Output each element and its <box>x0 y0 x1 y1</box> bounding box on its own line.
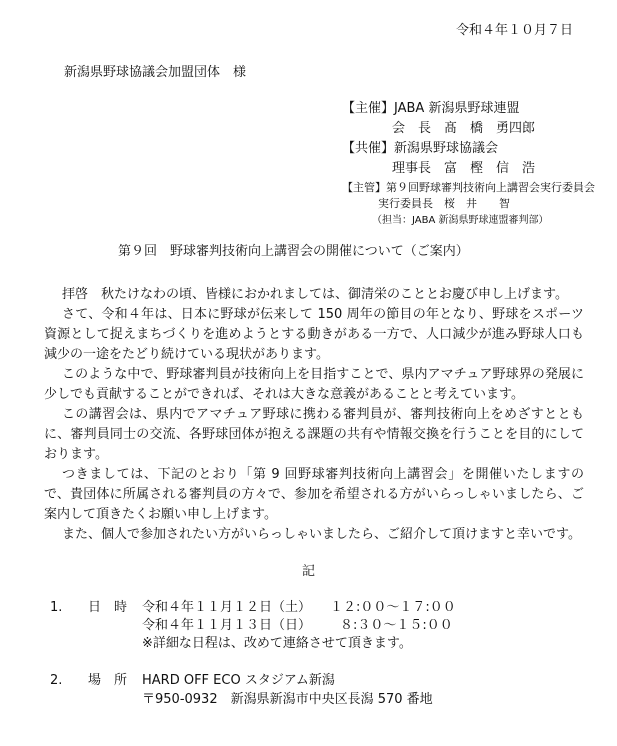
document-title: 第９回 野球審判技術向上講習会の開催について（ご案内） <box>118 244 469 259</box>
body-paragraph: つきましては、下記のとおり「第 9 回野球審判技術向上講習会」を開催いたしますので、貴団体に所属される審判員の方々で、参加を希望される方がいらっしゃいましたら、ご案内して頂きたくお願い申し上げます。 <box>44 467 584 522</box>
item2-venue: HARD OFF ECO スタジアム新潟 <box>142 673 335 688</box>
organizer-tag: 【主催】 <box>342 101 395 116</box>
body-paragraph: さて、令和４年は、日本に野球が伝来して 150 周年の節目の年となり、野球をスポーツ資源として捉えまちづくりを進めようとする動きがある一方で、人口減少が進み野球人口も減少の一途をたどり続けている現状があります。 <box>44 307 584 362</box>
document-date: 令和４年１０月７日 <box>455 23 573 38</box>
item2-label: 場 所 <box>88 673 128 688</box>
item2-number: 2. <box>50 673 63 688</box>
body-paragraph: この講習会は、県内でアマチュア野球に携わる審判員が、審判技術向上をめざすとともに、審判員同士の交流、各野球団体が抱える課題の共有や情報交換を行うことを目的にしております。 <box>44 407 584 462</box>
item1-date-1: 令和４年１１月１２日（土） <box>142 600 312 615</box>
body-paragraph: また、個人で参加されたい方がいらっしゃいましたら、ご紹介して頂けますと幸いです。 <box>62 527 581 542</box>
item1-time-1: １２:００～１７:００ <box>330 600 456 615</box>
body-text <box>44 285 584 545</box>
item1-time-2: ８:３０～１５:００ <box>340 618 453 633</box>
item2-address: 〒950-0932 新潟県新潟市中央区長潟 570 番地 <box>142 692 433 707</box>
body-paragraph: 拝啓 秋たけなわの頃、皆様におかれましては、御清栄のこととお慶び申し上げます。 <box>62 287 568 302</box>
addressee: 新潟県野球協議会加盟団体 様 <box>64 65 247 80</box>
cohost-representative: 理事長 富 樫 信 浩 <box>392 161 536 176</box>
organizer-line <box>342 100 519 118</box>
manager-name: 第９回野球審判技術向上講習会実行委員会 <box>386 181 595 194</box>
manager-representative: 実行委員長 桜 井 智 <box>378 197 510 210</box>
item1-date-2: 令和４年１１月１３日（日） <box>142 618 312 633</box>
ki-heading: 記 <box>302 564 316 579</box>
manager-line <box>342 180 595 196</box>
manager-tag: 【主管】 <box>342 181 386 194</box>
item1-label: 日 時 <box>88 600 128 615</box>
organizer-name: JABA 新潟県野球連盟 <box>394 101 520 116</box>
cohost-name: 新潟県野球協議会 <box>394 141 499 156</box>
item1-number: 1. <box>50 600 63 615</box>
cohost-line <box>342 140 498 158</box>
item1-note: ※詳細な日程は、改めて連絡させて頂きます。 <box>142 636 412 651</box>
organizer-representative: 会 長 髙 橋 勇四郎 <box>392 121 536 136</box>
contact-note: （担当：JABA 新潟県野球連盟審判部） <box>372 215 549 226</box>
body-paragraph: このような中で、野球審判員が技術向上を目指すことで、県内アマチュア野球界の発展に少しでも貢献することができれば、それは大きな意義があることと考えています。 <box>44 367 584 402</box>
cohost-tag: 【共催】 <box>342 141 395 156</box>
